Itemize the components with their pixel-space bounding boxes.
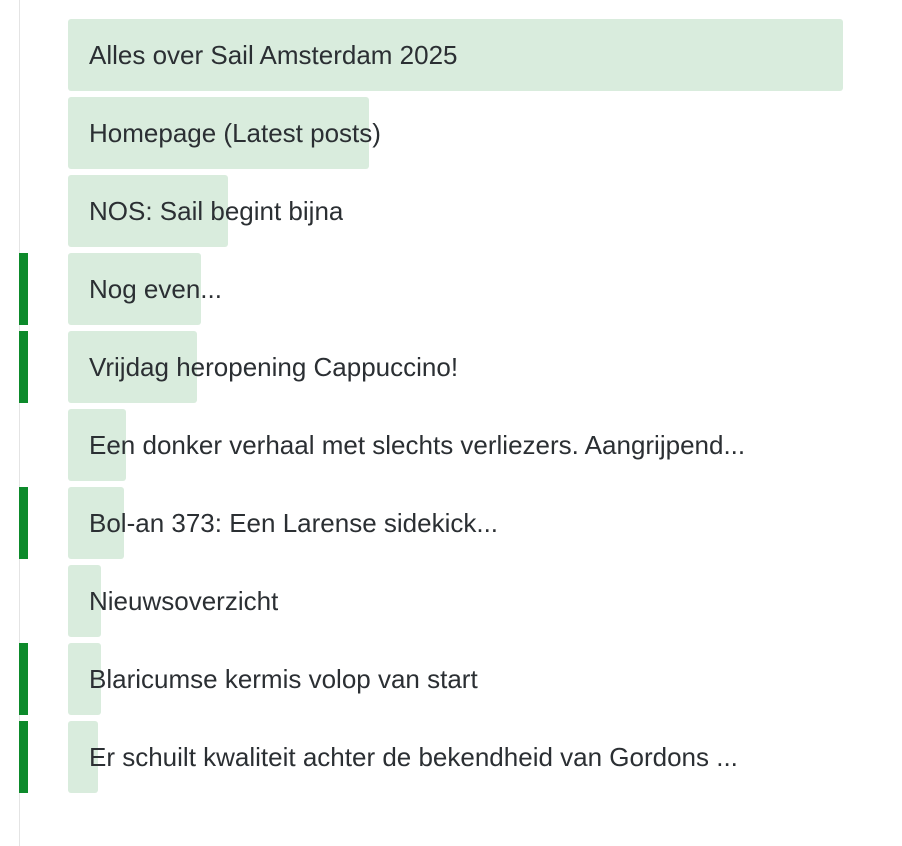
list-item[interactable] [0, 721, 902, 793]
active-marker [19, 487, 28, 559]
list-item[interactable] [0, 409, 902, 481]
active-marker [19, 721, 28, 793]
list-item[interactable] [0, 175, 902, 247]
list-item[interactable] [0, 487, 902, 559]
page-title-link[interactable]: Nog even... [89, 274, 222, 304]
page-title-link[interactable]: Bol-an 373: Een Larense sidekick... [89, 508, 499, 538]
list-item[interactable] [0, 331, 902, 403]
list-item[interactable] [0, 97, 902, 169]
page-title-link[interactable]: Homepage (Latest posts) [89, 118, 381, 148]
page-title-link[interactable]: Er schuilt kwaliteit achter de bekendheid van Gordons ... [89, 742, 738, 772]
list-item[interactable] [0, 643, 902, 715]
page-title-link[interactable]: Blaricumse kermis volop van start [89, 664, 478, 694]
active-marker [19, 253, 28, 325]
list-item[interactable] [0, 19, 902, 91]
list-item[interactable] [0, 253, 902, 325]
page-title-link[interactable]: NOS: Sail begint bijna [89, 196, 344, 226]
list-item[interactable] [0, 565, 902, 637]
active-marker [19, 643, 28, 715]
top-pages-list [0, 19, 902, 799]
page-title-link[interactable]: Vrijdag heropening Cappuccino! [89, 352, 459, 382]
active-marker [19, 331, 28, 403]
page-title-link[interactable]: Alles over Sail Amsterdam 2025 [89, 40, 458, 70]
page-title-link[interactable]: Nieuwsoverzicht [89, 586, 279, 616]
page-title-link[interactable]: Een donker verhaal met slechts verliezers. Aangrijpend... [89, 430, 746, 460]
